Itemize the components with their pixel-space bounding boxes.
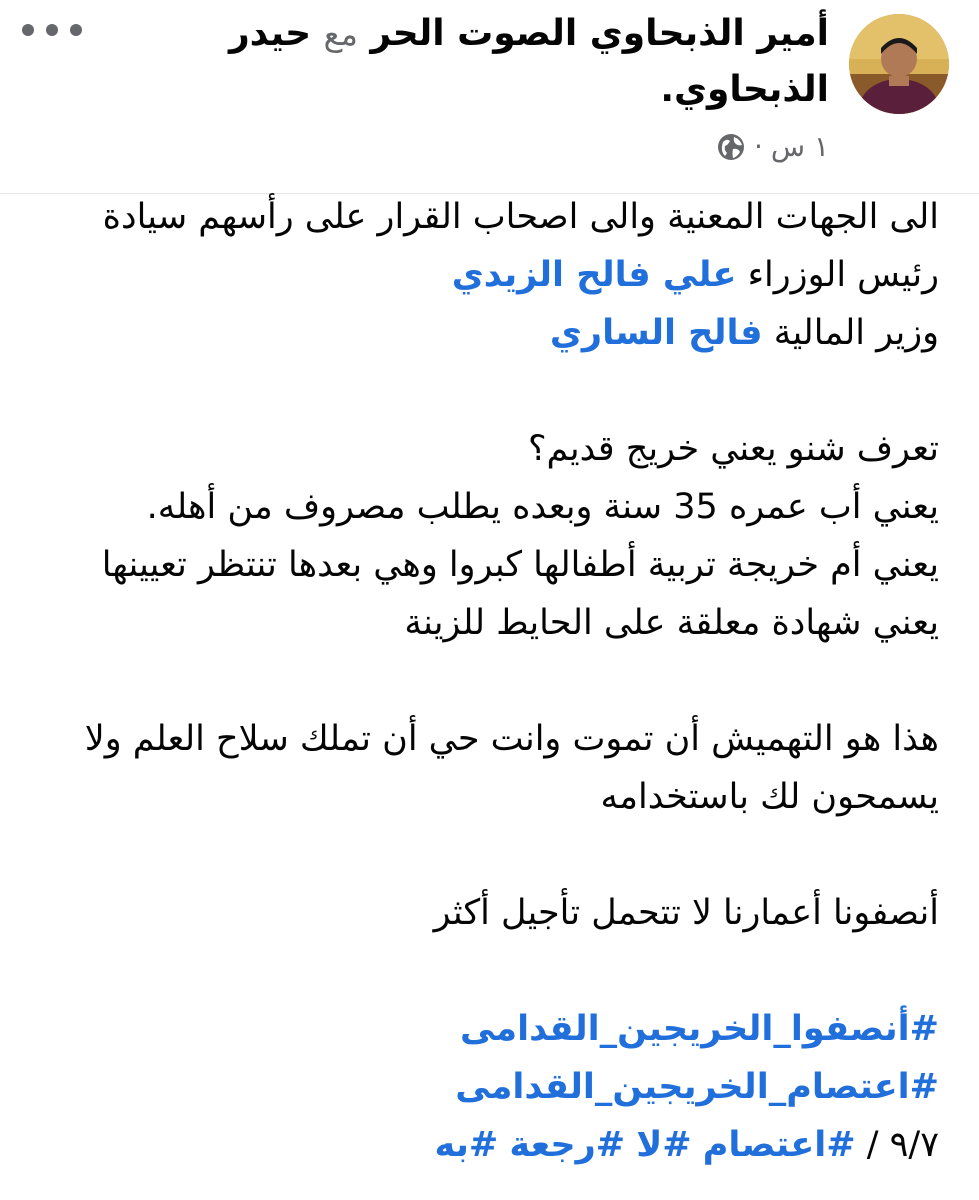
hashtag-line [19,1116,939,1174]
paragraph-gap [19,826,939,884]
post-line: يعني أم خريجة تربية أطفالها كبروا وهي بعدها تنتظر تعيينها [101,545,939,585]
hashtag-line [19,1000,939,1058]
hashtag-link[interactable]: #اعتصام [702,1125,856,1165]
post-line: يعني أب عمره 35 سنة وبعده يطلب مصروف من أهله. [146,487,939,527]
date-separator: / [855,1125,890,1165]
post-line: تعرف شنو يعني خريج قديم؟ [527,429,939,469]
date-text: ٩/٧ [889,1125,939,1165]
hashtag-link[interactable]: #به [434,1125,499,1165]
mention-link[interactable]: فالح الساري [549,313,763,353]
mention-link[interactable]: علي فالح الزيدي [451,255,737,295]
body-text: الى الجهات المعنية والى اصحاب القرار على رأسهم سيادة رئيس الوزراء [102,197,939,295]
post-meta [716,130,829,163]
paragraph-gap [19,362,939,420]
more-horizontal-icon [22,24,34,36]
with-label: مع [323,15,358,53]
post-body [19,188,939,1174]
post-timestamp[interactable]: ١ س [770,130,829,163]
more-horizontal-icon [46,24,58,36]
tagged-user-name[interactable]: حيدر الذبحاوي. [228,13,829,110]
post-paragraph [19,304,939,362]
author-name[interactable]: أمير الذبحاوي الصوت الحر [370,13,829,54]
avatar-photo [849,14,949,114]
globe-icon[interactable] [716,132,746,162]
paragraph-gap [19,942,939,1000]
hashtag-link[interactable]: #أنصفوا_الخريجين_القدامى [460,1009,939,1049]
post-paragraph: أنصفونا أعمارنا لا تتحمل تأجيل أكثر [433,893,939,933]
more-options-button[interactable] [22,10,82,50]
more-horizontal-icon [70,24,82,36]
post-line: يعني شهادة معلقة على الحايط للزينة [404,603,939,643]
body-text: وزير المالية [773,313,939,353]
post-header [0,0,979,190]
hashtag-line [19,1058,939,1116]
hashtag-link[interactable]: #لا [636,1125,692,1165]
post-paragraph [19,188,939,304]
hashtag-link[interactable]: #رجعة [509,1125,626,1165]
paragraph-gap [19,652,939,710]
post-paragraph: هذا هو التهميش أن تموت وانت حي أن تملك سلاح العلم ولا يسمحون لك باستخدامه [84,719,939,817]
avatar[interactable] [849,14,949,114]
hashtag-link[interactable]: #اعتصام_الخريجين_القدامى [455,1067,939,1107]
meta-separator: · [753,130,763,163]
post-author-line [109,6,829,118]
